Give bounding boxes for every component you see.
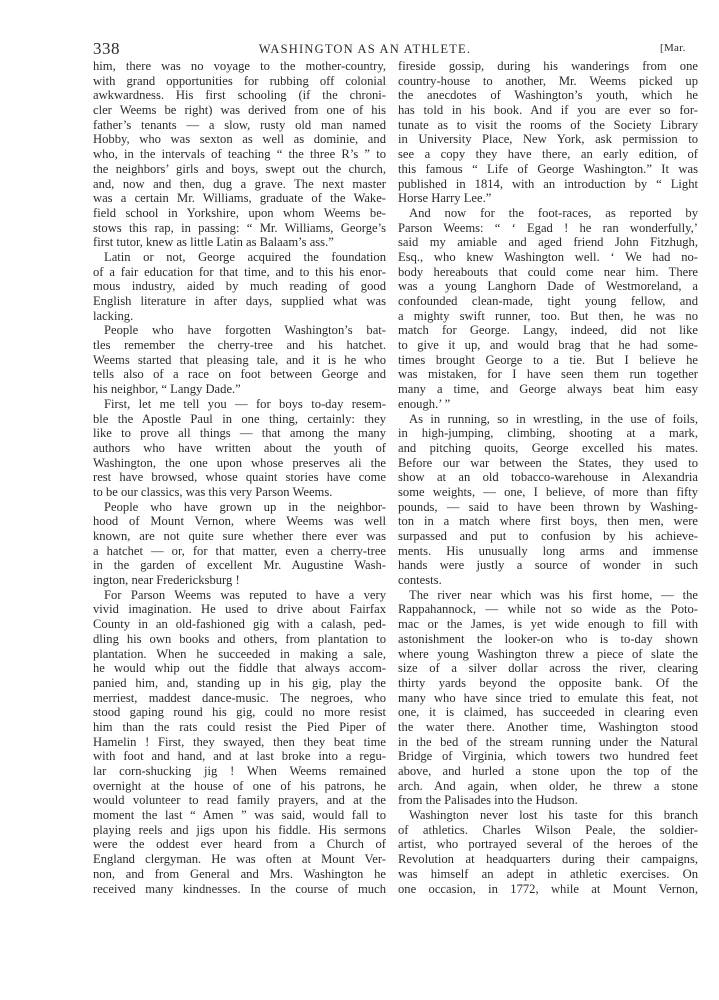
text-line: mous industry, aided by much reading of good [93, 279, 386, 294]
text-line: a hatchet — or, for that matter, even a cherry-tree [93, 543, 386, 558]
text-line: Hobby, who was sexton as well as dominie, and [93, 132, 386, 147]
text-line: with foot and hand, and at last broke into a regu- [93, 749, 386, 764]
text-line: were the oddest ever heard from a Church of [93, 837, 386, 852]
text-line: stows this rap, in passing: “ Mr. Williams, George’s [93, 220, 386, 235]
text-line: Revolution at headquarters during their campaigns, [398, 852, 698, 867]
text-line: one occasion, in 1772, while at Mount Vernon, [398, 881, 698, 896]
text-line: country-house to another, Mr. Weems picked up [398, 73, 698, 88]
text-line: arch. And again, when older, he threw a stone [398, 778, 698, 793]
text-line: of a fair education for that time, and to this his enor- [93, 264, 386, 279]
text-line: mac or the James, is yet wide enough to fill with [398, 617, 698, 632]
text-line: ble the Apostle Paul in one thing, certainly: they [93, 411, 386, 426]
text-line: in University Place, New York, ask permission to [398, 132, 698, 147]
text-line: the anecdotes of Washington’s youth, which he [398, 88, 698, 103]
page-number: 338 [93, 39, 120, 58]
text-line: published in 1814, with an introduction by “ Light [398, 176, 698, 191]
text-line: lacking. [93, 308, 134, 323]
text-line: thirty yards beyond the opposite bank. Of the [398, 675, 698, 690]
text-line: astonishment the looker-on who is to-day shown [398, 631, 698, 646]
text-line: cler Weems be right) was derived from one of his [93, 103, 386, 118]
text-line: first tutor, knew as little Latin as Balaam’s ass.” [93, 235, 334, 250]
text-line: First, let me tell you — for boys to-day resem- [104, 396, 386, 411]
text-line: he would whip out the fiddle that always accom- [93, 661, 386, 676]
text-line: ington, near Fredericksburg ! [93, 573, 240, 588]
text-line: vivid imagination. He used to drive about Fairfax [93, 602, 386, 617]
text-line: The river near which was his first home, — the [409, 587, 698, 602]
text-line: Hamelin ! First, they swayed, then they beat time [93, 734, 386, 749]
text-line: in high-jumping, climbing, shooting at a mark, [398, 426, 698, 441]
text-line: above, and hurled a stone upon the top of the [398, 764, 698, 778]
text-line: authors who have written about the youth of [93, 440, 386, 455]
left-column [93, 59, 386, 896]
text-line: Rappahannock, — while not so wide as the Poto- [398, 602, 698, 617]
text-line: rest have browsed, whose quaint stories have come [93, 470, 386, 485]
text-line: received many kindnesses. In the course of much [93, 881, 386, 896]
text-line: known, are not quite sure whether there ever was [93, 529, 386, 543]
text-line: to give it up, and would brag that he had some- [398, 338, 698, 353]
text-line: a mighty swift runner, too. But then, he was no [398, 308, 698, 323]
text-line: People who have forgotten Washington’s bat- [104, 323, 386, 338]
text-line: Washington, the one upon whose preserves ali the [93, 455, 386, 470]
running-title: WASHINGTON AS AN ATHLETE. [258, 42, 472, 56]
text-line: and, now and then, dug a grave. The next master [93, 176, 386, 191]
right-column [398, 59, 698, 896]
text-line: body hereabouts that could come near him. There [398, 264, 698, 279]
text-line: For Parson Weems was reputed to have a very [104, 587, 386, 602]
text-line: tunate as to visit the rooms of the Society Library [398, 117, 698, 132]
text-line: pounds, — said to have been thrown by Washing- [398, 499, 698, 514]
text-line: hood of Mount Vernon, where Weems was well [93, 514, 386, 529]
text-line: ton in a match where first boys, then men, were [398, 514, 698, 529]
text-line: in the garden of excellent Mr. Augustine Wash- [93, 558, 386, 573]
text-line: was mistaken, for I have seen them run together [398, 367, 698, 382]
text-line: times brought George to a tie. But I believe he [398, 352, 698, 367]
text-line: size of a silver dollar across the river, clearing [398, 661, 698, 676]
text-line: stood gaping round his gig, could no more resist [93, 705, 386, 720]
text-line: the neighbors’ girls and boys, swept out the church, [93, 161, 386, 176]
text-line: of athletics. Charles Wilson Peale, the soldier- [398, 822, 698, 837]
text-line: like to prove all things — that among the many [93, 426, 386, 441]
text-line: who, in the intervals of teaching “ the three R’s ” to [93, 147, 386, 162]
text-line: As in running, so in wrestling, in the use of foils, [409, 411, 698, 426]
text-line: hands were justly a source of wonder in such [398, 558, 698, 573]
text-line: non, and from General and Mrs. Washington he [93, 866, 386, 881]
text-line: from the Palisades into the Hudson. [398, 793, 578, 808]
text-line: enough.’ ” [398, 396, 451, 411]
text-line: Washington never lost his taste for this branch [409, 808, 698, 823]
text-line: Parson Weems: “ ‘ Egad ! he ran wonderfully,’ [398, 220, 698, 235]
text-line: him, there was no voyage to the mother-country, [93, 59, 386, 73]
text-line: match for George. Langy, indeed, did not like [398, 323, 698, 338]
text-line: merriest, maddest dance-music. The negroes, who [93, 690, 386, 705]
text-line: his neighbor, “ Langy Dade.” [93, 382, 241, 397]
text-line: plantation. When he succeeded in making a sale, [93, 646, 386, 661]
text-line: confounded clean-made, tight young fellow, and [398, 294, 698, 308]
text-line: see a copy they have there, an early edition, of [398, 147, 698, 162]
text-line: was himself an adept in athletic exercises. On [398, 866, 698, 881]
text-line: many a time, and George always beat him easy [398, 382, 698, 397]
text-line: father’s tenants — a slow, rusty old man named [93, 117, 386, 132]
text-line: would volunteer to read family prayers, and at the [93, 793, 386, 808]
text-line: Esq., who knew Washington well. ‘ We had no- [398, 249, 698, 264]
text-line: and pitching quoits, George excelled his mates. [398, 440, 698, 455]
text-line: contests. [398, 573, 442, 588]
text-line: tles remember the cherry-tree and his hatchet. [93, 338, 386, 353]
text-line: this famous “ Life of George Washington.” It was [398, 161, 698, 176]
text-line: to be our classics, was this very Parson Weems. [93, 484, 333, 499]
text-line: County in an old-fashioned gig with a calash, ped- [93, 617, 386, 632]
text-line: Latin or not, George acquired the foundation [104, 249, 386, 264]
text-line: many who have since tried to emulate this feat, not [398, 690, 698, 705]
text-line: dling his own books and others, from plantation to [93, 631, 386, 646]
text-line: And now for the foot-races, as reported by [409, 205, 698, 220]
text-line: moment the last “ Amen ” was said, would fall to [93, 808, 386, 823]
text-line: one, it is claimed, has succeeded in clearing even [398, 705, 698, 720]
text-line: him than the rats could resist the Pied Piper of [93, 719, 386, 734]
text-line: where young Washington threw a piece of slate the [398, 646, 698, 661]
text-line: panied him, and, standing up in his gig, play the [93, 675, 386, 690]
text-line: ments. His unusually long arms and immense [398, 543, 698, 558]
text-line: has told in his book. And if you are ever so for- [398, 103, 698, 118]
text-line: with grand opportunities for rubbing off colonial [93, 73, 386, 88]
text-line: tells also of a race on foot between George and [93, 367, 386, 382]
text-line: playing reels and jigs upon his fiddle. His sermons [93, 822, 386, 837]
text-line: overnight at the house of one of his patrons, he [93, 778, 386, 793]
text-line: Horse Harry Lee.” [398, 191, 492, 206]
text-line: field school in Yorkshire, upon whom Weems be- [93, 205, 386, 220]
text-line: was a certain Mr. Williams, graduate of the Wake- [93, 191, 386, 206]
text-line: Before our war between the States, they used to [398, 455, 698, 470]
text-line: Weems started that pleasing tale, and it is he who [93, 352, 386, 367]
text-line: show at an old tobacco-warehouse in Alexandria [398, 470, 698, 485]
text-line: English literature in after days, supplied what was [93, 294, 386, 308]
text-line: some weights, — one, I believe, of more than fifty [398, 484, 698, 499]
text-line: the water there. Another time, Washington stood [398, 719, 698, 734]
issue-month-mark: [Mar. [660, 42, 686, 54]
text-line: in the bed of the stream running under the Natural [398, 734, 698, 749]
text-line: artist, who portrayed several of the heroes of the [398, 837, 698, 852]
text-line: awkwardness. His first schooling (if the chroni- [93, 88, 386, 103]
text-line: surpassed and put to confusion by his achieve- [398, 529, 698, 543]
text-line: said my amiable and aged friend John Fitzhugh, [398, 235, 698, 250]
text-line: England clergyman. He was often at Mount Ver- [93, 852, 386, 867]
text-line: People who have grown up in the neighbor- [104, 499, 386, 514]
text-line: lar corn-shucking jig ! When Weems remained [93, 764, 386, 778]
text-line: fireside gossip, during his wanderings from one [398, 59, 698, 73]
text-line: Bridge of Virginia, which towers two hundred feet [398, 749, 698, 764]
text-line: was a young Langhorn Dade of Westmoreland, a [398, 279, 698, 294]
